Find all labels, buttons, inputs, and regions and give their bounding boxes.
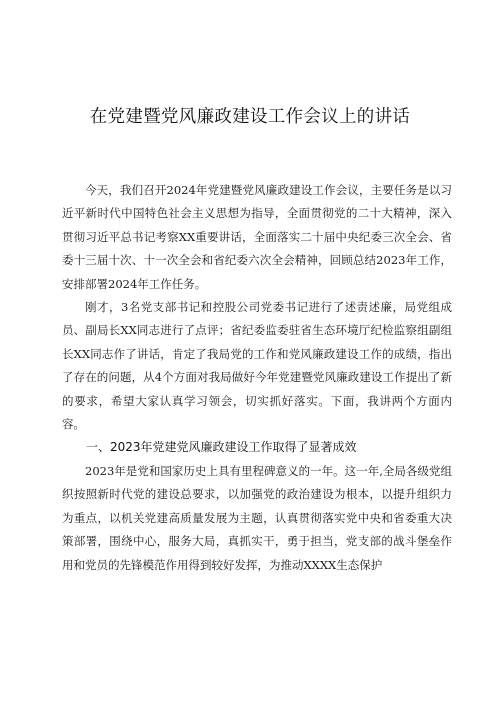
section-paragraph: 2023年是党和国家历史上具有里程碑意义的一年。这一年,全局各级党组织按照新时代党的建设总要求，以加强党的政治建设为根本，以提升组织力为重点，以机关党建高质量发展为主题，认真贯彻落实党中央和省委重大决策部署，围绕中心，服务大局，真抓实干，勇于担当，党支部的战斗堡垒作用和党员的先锋模范作用得到较好发挥，为推动XXXX生态保护 [62,463,452,572]
document-body [62,179,452,577]
paragraph-review: 刚才，3名党支部书记和控股公司党委书记进行了述责述廉，局党组成员、副局长XX同志进行了点评；省纪委监委驻省生态环境厅纪检监察组副组长XX同志作了讲话，肯定了我局党的工作和党风廉政建设工作的成绩，指出了存在的问题，从4个方面对我局做好今年党建暨党风廉政建设工作提出了新的要求，希望大家认真学习领会，切实抓好落实。下面，我讲两个方面内容。 [62,300,452,432]
document-title: 在党建暨党风廉政建设工作会议上的讲话 [89,107,411,127]
paragraph-opening: 今天，我们召开2024年党建暨党风廉政建设工作会议，主要任务是以习近平新时代中国特色社会主义思想为指导，全面贯彻党的二十大精神，深入贯彻习近平总书记考察XX重要讲话，全面落实二十届中央纪委三次全会、省委十三届十次、十一次全会和省纪委六次全会精神，回顾总结2023年工作，安排部署2024年工作任务。 [62,183,452,291]
section-heading: 一、2023年党建党风廉政建设工作取得了显著成效 [86,440,357,455]
